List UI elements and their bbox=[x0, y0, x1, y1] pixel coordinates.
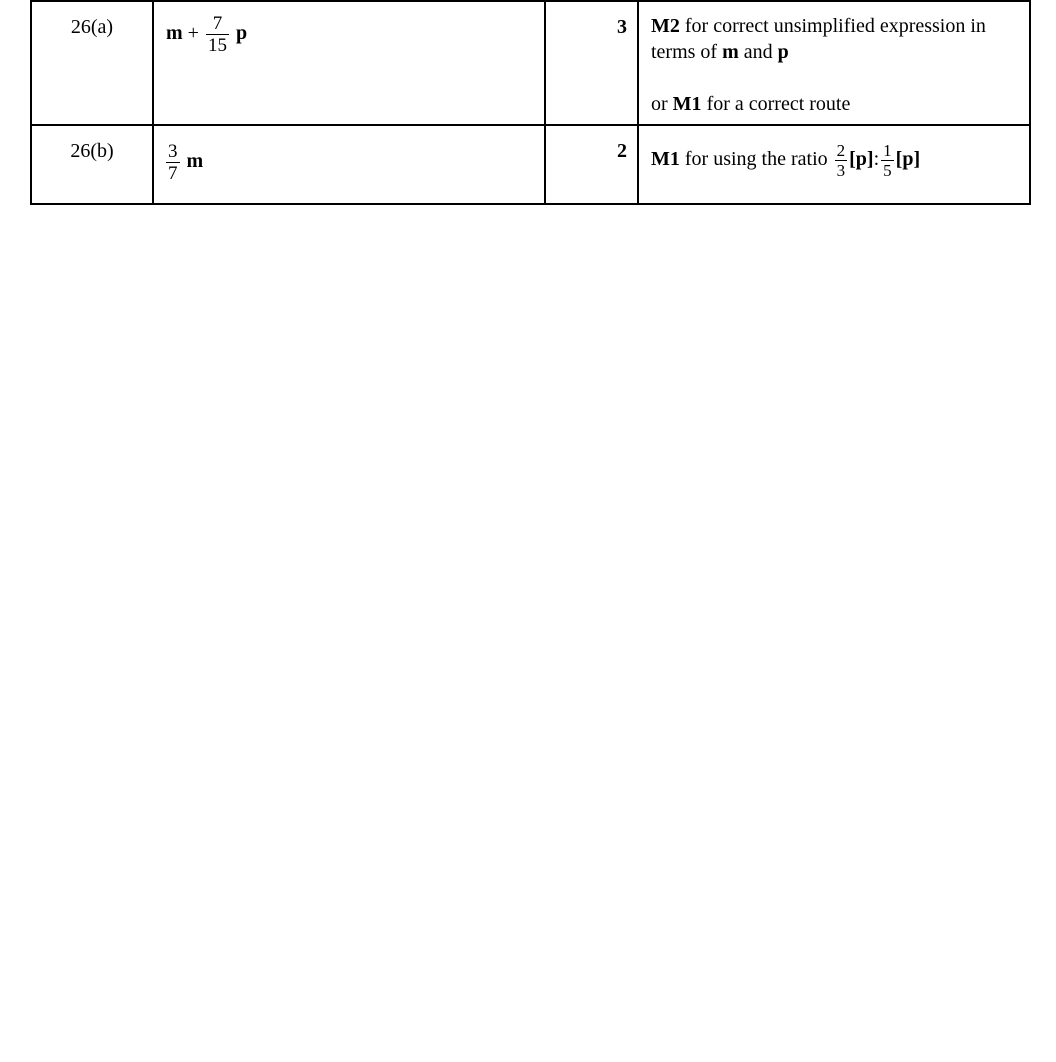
mark-cell bbox=[545, 125, 638, 204]
notes-fragment: terms of bbox=[651, 41, 723, 63]
mark-value: 3 bbox=[617, 16, 627, 38]
mark-cell bbox=[545, 1, 638, 125]
bracketed-vector-p: [p] bbox=[849, 148, 874, 171]
notes-line bbox=[651, 39, 1029, 65]
bracketed-vector-p: [p] bbox=[895, 148, 921, 171]
answer-operator: + bbox=[187, 22, 199, 45]
table-row bbox=[31, 125, 1030, 204]
fraction-numerator: 2 bbox=[836, 141, 846, 160]
question-number: 26(b) bbox=[70, 140, 114, 162]
notes-cell bbox=[638, 1, 1030, 125]
fraction-denominator: 5 bbox=[883, 161, 892, 180]
answer-expression bbox=[154, 2, 544, 55]
vector-p: p bbox=[777, 41, 789, 63]
notes-text bbox=[639, 126, 1029, 179]
ratio-colon: : bbox=[873, 148, 880, 171]
question-cell bbox=[31, 125, 153, 204]
notes-fragment: for using the ratio bbox=[679, 148, 833, 171]
answer-vector-m: m bbox=[186, 150, 204, 173]
vector-m: m bbox=[722, 41, 739, 63]
fraction-numerator: 1 bbox=[883, 141, 892, 160]
notes-cell bbox=[638, 125, 1030, 204]
fraction-denominator: 3 bbox=[836, 161, 846, 180]
notes-fragment: and bbox=[738, 41, 778, 63]
answer-cell bbox=[153, 1, 545, 125]
notes-line bbox=[651, 13, 1029, 39]
ratio-fraction-1 bbox=[835, 142, 848, 179]
fraction-numerator: 7 bbox=[206, 14, 229, 35]
fraction-numerator: 3 bbox=[168, 141, 178, 162]
answer-vector-m: m bbox=[166, 22, 183, 45]
table-row bbox=[31, 1, 1030, 125]
mark-value: 2 bbox=[617, 140, 627, 162]
notes-spacer bbox=[651, 65, 1029, 91]
mark-scheme-table bbox=[30, 0, 1031, 205]
fraction-denominator: 7 bbox=[168, 163, 178, 184]
answer-cell bbox=[153, 125, 545, 204]
mark-code: M1 bbox=[672, 93, 702, 115]
notes-line bbox=[651, 91, 1029, 117]
notes-text bbox=[639, 2, 1029, 117]
answer-expression bbox=[154, 126, 544, 183]
notes-fragment: for correct unsimplified expression in bbox=[679, 15, 986, 37]
answer-fraction bbox=[166, 142, 180, 183]
notes-fragment: for a correct route bbox=[701, 93, 851, 115]
mark-code: M2 bbox=[651, 15, 680, 37]
answer-fraction bbox=[206, 14, 229, 55]
question-number: 26(a) bbox=[70, 16, 114, 38]
notes-fragment: or bbox=[651, 93, 673, 115]
mark-code: M1 bbox=[651, 148, 680, 171]
fraction-denominator: 15 bbox=[207, 35, 227, 56]
answer-vector-p: p bbox=[235, 22, 248, 45]
question-cell bbox=[31, 1, 153, 125]
ratio-fraction-2 bbox=[881, 142, 894, 179]
